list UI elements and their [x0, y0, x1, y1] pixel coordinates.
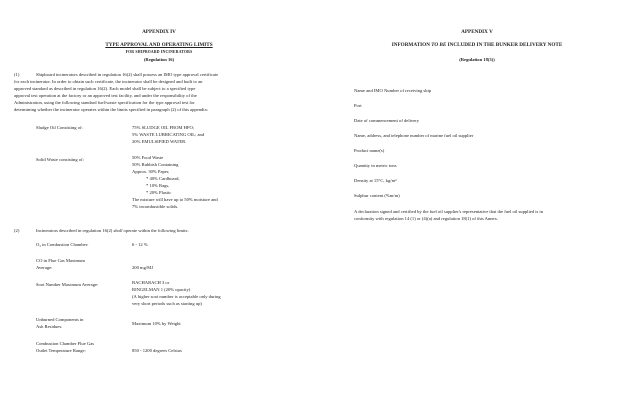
limit-value: Maximum 10% by Weight — [132, 321, 181, 326]
limit-label: Combustion Chamber Flue Gas — [36, 341, 95, 346]
limit-value: (A higher soot number is acceptable only during — [132, 294, 221, 299]
sludge-oil-line: 5% WASTE LUBRICATING OIL; and — [132, 132, 205, 137]
bdn-field: Sulphur content (%m/m) — [354, 193, 400, 198]
appendix-v-title: INFORMATION TO BE INCLUDED IN THE BUNKER DELIVERY NOTE — [391, 42, 563, 48]
limit-label: Soot Number Maximum Average: — [36, 282, 99, 287]
limit-value: very short periods such as starting up) — [132, 301, 202, 306]
limit-label: CO in Flue Gas Maximum — [36, 258, 85, 263]
solid-waste-label: Solid Waste consisting of: — [36, 157, 84, 162]
solid-waste-line: The mixture will have up to 50% moisture and — [132, 197, 218, 202]
limit-label: Average: — [36, 265, 53, 270]
solid-waste-line: 50% Food Waste — [132, 155, 164, 160]
appendix-iv-subtitle: FOR SHIPBOARD INCINERATORS — [125, 50, 193, 54]
bdn-field: Name, address, and telephone number of marine fuel oil supplier — [354, 133, 474, 138]
para1-line: approved standard as described in regulation 16(2). Each model shall be subject to a specified type — [14, 86, 196, 91]
appendix-v-page — [318, 0, 636, 403]
bdn-field: Density at 15°C, kg/m³ — [354, 178, 397, 183]
sludge-oil-line: 20% EMULSIFIED WATER. — [132, 139, 187, 144]
limit-label: Unburned Components in — [36, 317, 84, 322]
limit-label: Ash Residues: — [36, 324, 63, 329]
para1-line: determining whether the incinerator operates within the limits specified in paragraph (2) of this appendix: — [14, 107, 209, 112]
appendix-v-label: APPENDIX V — [461, 29, 493, 35]
declaration-line: conformity with regulation 14 (1) or (4)(a) and regulation 18(1) of this Annex. — [354, 216, 499, 221]
para2-text: Incinerators described in regulation 16(2) shall operate within the following limits: — [36, 228, 189, 233]
para1-line: Administration, using the following standard fuel/waste specification for the type approval test for — [14, 100, 195, 105]
para1-line: Shipboard incinerators described in regulation 16(2) shall possess an IMO type approval certificate — [36, 72, 219, 77]
appendix-iv-title: TYPE APPROVAL AND OPERATING LIMITS — [105, 42, 213, 48]
para1-number: (1) — [14, 72, 20, 77]
appendix-v-regulation: (Regulation 18(3)) — [459, 57, 495, 62]
appendix-iv-regulation: (Regulation 16) — [143, 57, 175, 62]
solid-waste-line: Approx. 30% Paper, — [132, 169, 170, 174]
limit-value: 850 - 1200 degrees Celsius — [132, 348, 182, 353]
bdn-field: Date of commencement of delivery — [354, 118, 420, 123]
solid-waste-line: * 40% Cardboard, — [146, 176, 180, 181]
para1-line: approval test operation at the factory or an approved test facility, and under the responsibility of the — [14, 93, 197, 98]
appendix-iv-label: APPENDIX IV — [142, 29, 176, 35]
limit-value: 6 - 12 % — [132, 242, 148, 247]
para2-number: (2) — [14, 228, 20, 233]
limit-value: BACHARACH 3 or — [132, 280, 170, 285]
bdn-field: Quantity in metric tons — [354, 163, 397, 168]
bdn-field: Product name(s) — [354, 148, 385, 153]
sludge-oil-label: Sludge Oil Consisting of: — [36, 125, 83, 130]
para1-line: for each incinerator. In order to obtain such certificate, the incinerator shall be designed and built to an — [14, 79, 203, 84]
declaration-line: A declaration signed and certified by the fuel oil supplier's representative that the fuel oil supplied is in — [354, 209, 543, 214]
solid-waste-line: 50% Rubbish Containing — [132, 162, 179, 167]
solid-waste-line: * 20% Plastic — [146, 190, 172, 195]
sludge-oil-line: 75% SLUDGE OIL FROM HFO; — [132, 125, 195, 130]
bdn-field: Port — [354, 103, 362, 108]
limit-label: O₂ in Combustion Chamber: — [36, 242, 89, 247]
solid-waste-line: 7% incombustible solids. — [132, 204, 179, 209]
limit-label: Outlet Temperature Range: — [36, 348, 86, 353]
solid-waste-line: * 10% Rags, — [146, 183, 170, 188]
limit-value: RINGELMAN 1 (20% opacity) — [132, 287, 191, 292]
bdn-field: Name and IMO Number of receiving ship — [354, 88, 432, 93]
limit-value: 200 mg/MJ — [132, 265, 154, 270]
